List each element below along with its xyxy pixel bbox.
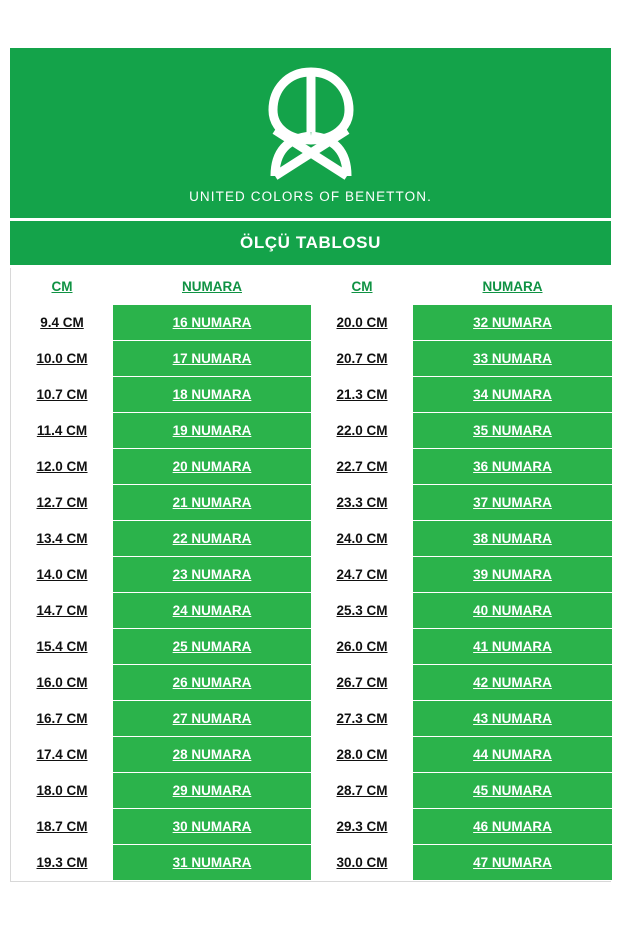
table-row: 10.7 CM 18 NUMARA 21.3 CM 34 NUMARA xyxy=(12,377,613,413)
size-chart-sheet xyxy=(10,48,611,882)
benetton-knot-logo-icon xyxy=(10,66,611,182)
table-row: 9.4 CM 16 NUMARA 20.0 CM 32 NUMARA xyxy=(12,305,613,341)
table-row: 10.0 CM 17 NUMARA 20.7 CM 33 NUMARA xyxy=(12,341,613,377)
chart-title-band xyxy=(10,218,611,265)
table-row: 14.7 CM 24 NUMARA 25.3 CM 40 NUMARA xyxy=(12,593,613,629)
size-table-frame xyxy=(10,268,611,882)
table-row: 12.7 CM 21 NUMARA 23.3 CM 37 NUMARA xyxy=(12,485,613,521)
brand-header xyxy=(10,48,611,218)
column-header-cm-right: CM xyxy=(312,269,413,305)
table-row: 11.4 CM 19 NUMARA 22.0 CM 35 NUMARA xyxy=(12,413,613,449)
table-row: 19.3 CM 31 NUMARA 30.0 CM 47 NUMARA xyxy=(12,845,613,881)
table-row: 16.0 CM 26 NUMARA 26.7 CM 42 NUMARA xyxy=(12,665,613,701)
table-row: 14.0 CM 23 NUMARA 24.7 CM 39 NUMARA xyxy=(12,557,613,593)
table-row: 18.7 CM 30 NUMARA 29.3 CM 46 NUMARA xyxy=(12,809,613,845)
table-row: 15.4 CM 25 NUMARA 26.0 CM 41 NUMARA xyxy=(12,629,613,665)
table-row: 16.7 CM 27 NUMARA 27.3 CM 43 NUMARA xyxy=(12,701,613,737)
table-row: 13.4 CM 22 NUMARA 24.0 CM 38 NUMARA xyxy=(12,521,613,557)
table-header-row xyxy=(12,269,613,305)
column-header-numara-left: NUMARA xyxy=(113,269,312,305)
page-title: ÖLÇÜ TABLOSU xyxy=(240,233,381,252)
brand-name: UNITED COLORS OF BENETTON. xyxy=(189,189,432,204)
table-row: 18.0 CM 29 NUMARA 28.7 CM 45 NUMARA xyxy=(12,773,613,809)
table-row: 17.4 CM 28 NUMARA 28.0 CM 44 NUMARA xyxy=(12,737,613,773)
column-header-numara-right: NUMARA xyxy=(413,269,613,305)
size-table xyxy=(11,268,613,881)
table-row: 12.0 CM 20 NUMARA 22.7 CM 36 NUMARA xyxy=(12,449,613,485)
column-header-cm-left: CM xyxy=(12,269,113,305)
